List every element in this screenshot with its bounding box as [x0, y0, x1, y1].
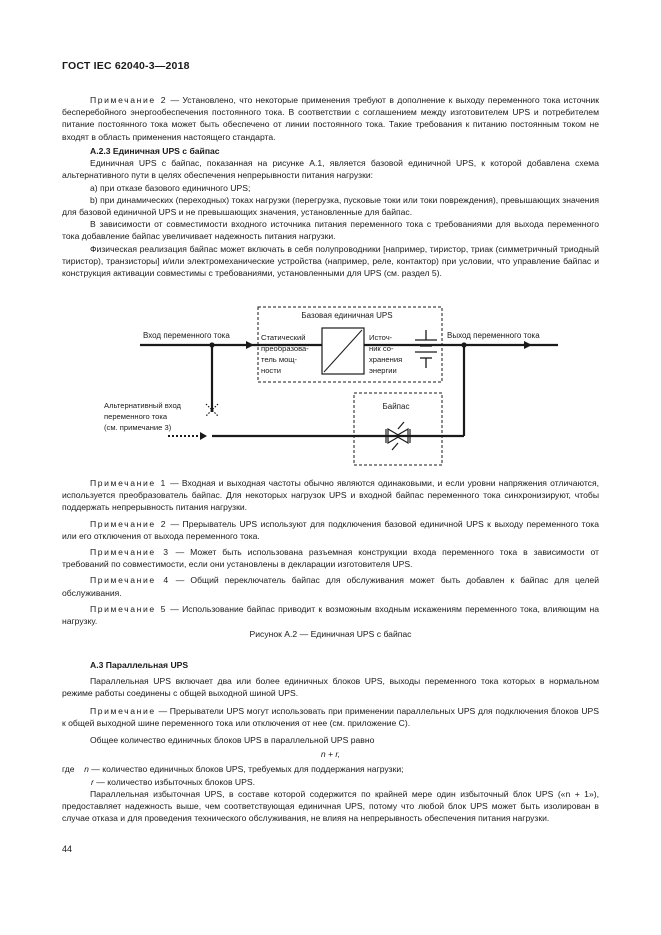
- converter-label-2: преобразова-: [261, 344, 309, 353]
- paragraph: Параллельная UPS включает два или более единичных блоков UPS, выходы переменного тока которых в нормальном режиме работы соединены с общей выходной шиной UPS.: [62, 676, 599, 699]
- converter-label-1: Статический: [261, 333, 306, 342]
- storage-label-1: Источ-: [369, 333, 393, 342]
- page-number: 44: [62, 844, 73, 854]
- svg-text:Альтернативный вход переме: [104, 401, 183, 432]
- page-header: ГОСТ IEC 62040-3—2018: [62, 60, 190, 72]
- definition-n: — количество единичных блоков UPS, требуемых для поддержания нагрузки;: [88, 764, 404, 775]
- paragraph: Физическая реализация байпас может включать в себя полупроводники [например, тиристор, триак (симметричный триодный тиристор), транзисторы] и/или электромеханические устройства (например, реле, контактор) при условии, что управление байпас и конструкция активации совместимы с требованиями, установленными для UPS (см. раздел 5).: [62, 243, 599, 279]
- paragraph: Единичная UPS с байпас, показанная на рисунке А.1, является базовой единичной UPS, к которой добавлена схема альтернативного пути в целях обеспечения непрерывности питания нагрузки:: [62, 158, 599, 181]
- paragraph: Общее количество единичных блоков UPS в параллельной UPS равно: [90, 735, 375, 746]
- symbol-n: n: [84, 764, 89, 775]
- note-label: Примечание 4: [90, 575, 170, 586]
- note-text: — Установлено, что некоторые применения требуют в дополнение к выходу переменного тока источник бесперебойного энергообеспечения постоянного тока. В соответствии с соглашением между изготовителем UPS и потребителем питание постоянного тока может быть обеспечено от линии постоянного тока. Такие требования к питанию постоянным током не входят в область применения настоящего стандарта.: [62, 95, 599, 142]
- note-label: Примечание 5: [90, 603, 167, 614]
- ac-output-label: Выход переменного тока: [447, 331, 540, 340]
- note-text: — Использование байпас приводит к возможным входным искажениям переменного тока, влияющим на нагрузку.: [62, 603, 599, 627]
- note-text: — Может быть использована разъемная конструкции входа переменного тока в зависимости от требований по совместимости, если они установлены в декларации изготовителя UPS.: [62, 547, 599, 570]
- note-text: — Входная и выходная частоты обычно являются одинаковыми, и если уровни напряжения отличаются, используется преобразователь байпас. Для некоторых нагрузок UPS и входной байпас переменного тока синхронизируют, чтобы поддержать непрерывность питания нагрузки.: [62, 478, 600, 513]
- base-ups-label: Базовая единичная UPS: [301, 311, 393, 320]
- svg-text:Источ- ник со- хранени: [369, 333, 404, 375]
- ac-input-label: Вход переменного тока: [143, 331, 230, 340]
- paragraph: Параллельная избыточная UPS, в составе которой содержится по крайней мере один избыточный блок UPS («n + 1»), предоставляет надежность выше, чем соответствующая единичная UPS, потому что любой блок UPS может быть изолирован в случае отказа и для проведения технического обслуживания, не влияя на непрерывность обеспечения питания нагрузки.: [62, 788, 599, 824]
- note-label: Примечание: [90, 705, 156, 716]
- note-label: Примечание 2: [90, 518, 168, 529]
- note-label: Примечание 2: [90, 95, 168, 105]
- storage-label-4: энергии: [369, 366, 397, 375]
- section-heading: А.3 Параллельная UPS: [90, 660, 189, 670]
- formula: n + r,: [320, 749, 341, 760]
- list-item: а) при отказе базового единичного UPS;: [90, 182, 251, 193]
- bypass-label: Байпас: [382, 402, 410, 411]
- section-a3: [62, 659, 599, 824]
- definition-r: — количество избыточных блоков UPS.: [93, 776, 255, 787]
- figure-notes: [62, 477, 599, 631]
- note-text: — Общий переключатель байпас для обслуживания может быть добавлен к байпас для целей обслуживания.: [62, 575, 600, 598]
- symbol-r: r: [91, 776, 94, 787]
- note-label: Примечание 1: [90, 478, 167, 488]
- storage-label-3: хранения: [369, 355, 403, 364]
- storage-label-2: ник со-: [369, 344, 394, 353]
- alt-input-label-2: переменного тока: [104, 412, 168, 421]
- note-label: Примечание 3: [90, 547, 170, 558]
- where-label: где: [62, 764, 75, 775]
- alt-input-label-3: (см. примечание 3): [104, 423, 172, 432]
- figure-caption: Рисунок А.2 — Единичная UPS с байпас: [249, 629, 412, 639]
- section-heading: А.2.3 Единичная UPS с байпас: [90, 146, 220, 156]
- note-text: — Прерыватели UPS могут использовать при применении параллельных UPS для подключения блоков UPS к общей выходной шине переменного тока или отключения от нее (см. приложение С).: [62, 705, 599, 728]
- converter-label-3: тель мощ-: [261, 355, 298, 364]
- converter-label-4: ности: [261, 366, 281, 375]
- svg-text:Статический преобразова-: [261, 333, 311, 375]
- alt-input-label-1: Альтернативный вход: [104, 401, 181, 410]
- list-item: b) при динамических (переходных) токах нагрузки (перегрузка, пусковые токи или токи повреждения), превышающих значения для базовой единичной UPS и не превышающих значения, установленные для байпас.: [62, 194, 599, 218]
- paragraph: В зависимости от совместимости входного источника питания переменного тока с требованиями для выхода переменного тока добавление байпас увеличивает надежность питания нагрузки.: [62, 219, 599, 242]
- note-text: — Прерыватель UPS используют для подключения базовой единичной UPS к выходу переменного тока или его отключения от выхода переменного тока.: [62, 518, 599, 541]
